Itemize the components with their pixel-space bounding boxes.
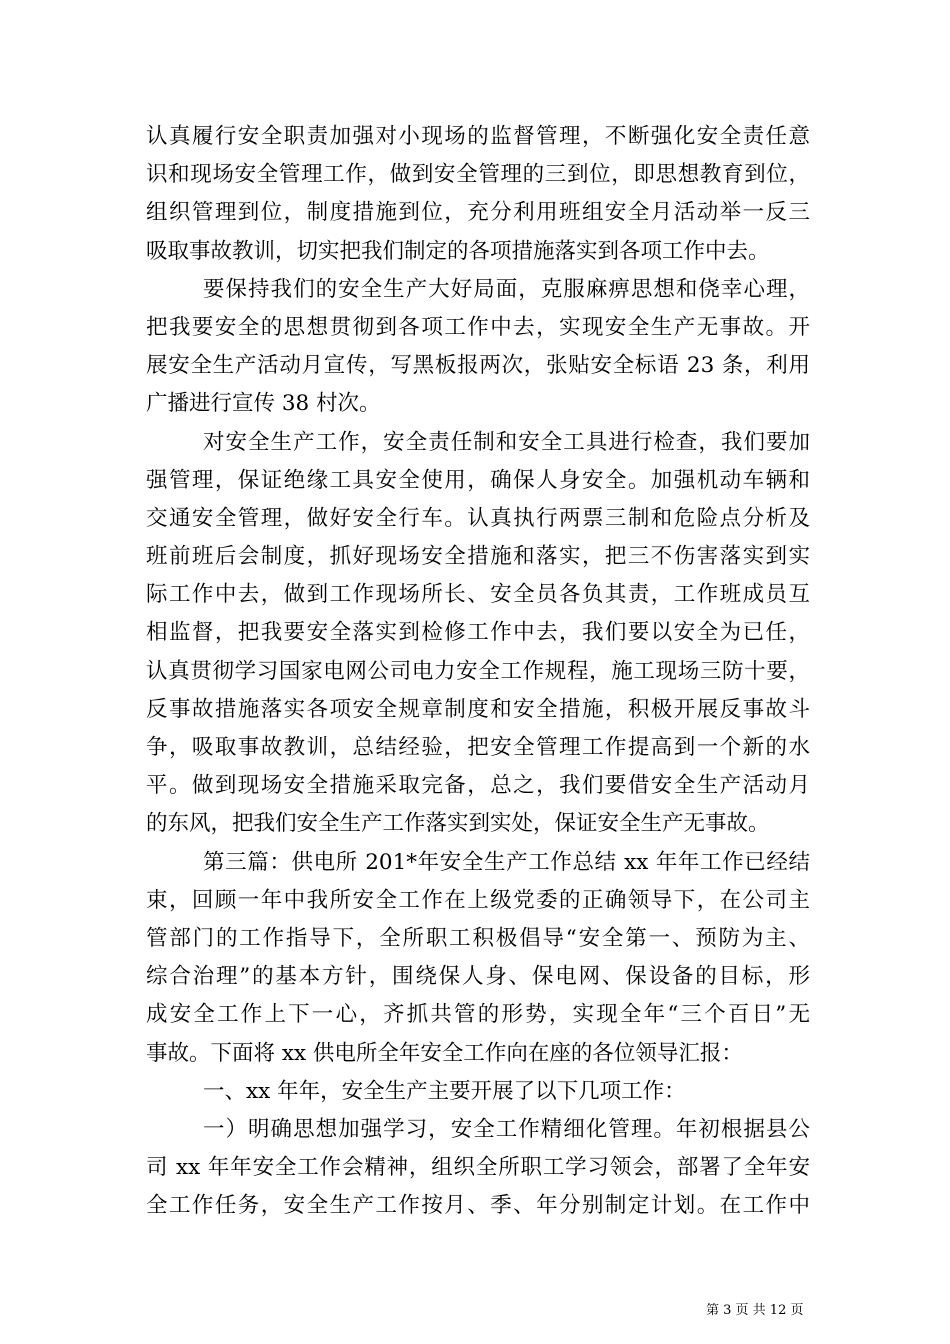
text-line: 认真贯彻学习国家电网公司电力安全工作规程，施工现场三防十要， xyxy=(146,658,810,684)
text-line: 平。做到现场安全措施采取完备，总之，我们要借安全生产活动月 xyxy=(146,773,810,799)
text-line: 一）明确思想加强学习，安全工作精细化管理。年初根据县公 xyxy=(203,1116,810,1142)
text-line: 综合治理”的基本方针，围绕保人身、保电网、保设备的目标，形 xyxy=(146,964,810,990)
text-line: 管部门的工作指导下，全所职工积极倡导“安全第一、预防为主、 xyxy=(146,925,810,951)
text-line: 吸取事故教训，切实把我们制定的各项措施落实到各项工作中去。 xyxy=(146,238,770,264)
text-line: 展安全生产活动月宣传，写黑板报两次，张贴安全标语 23 条，利用 xyxy=(146,353,810,379)
text-line: 全工作任务，安全生产工作按月、季、年分别制定计划。在工作中 xyxy=(146,1193,810,1219)
text-line: 成安全工作上下一心，齐抓共管的形势，实现全年“三个百日”无 xyxy=(146,1002,810,1028)
text-line: 的东风，把我们安全生产工作落实到实处，保证安全生产无事故。 xyxy=(146,811,770,837)
text-line: 一、xx 年年，安全生产主要开展了以下几项工作： xyxy=(203,1078,686,1104)
text-line: 广播进行宣传 38 村次。 xyxy=(146,391,381,417)
page-footer: 第 3 页 共 12 页 xyxy=(706,1303,804,1318)
text-line: 反事故措施落实各项安全规章制度和安全措施，积极开展反事故斗 xyxy=(146,696,810,722)
text-line: 把我要安全的思想贯彻到各项工作中去，实现安全生产无事故。开 xyxy=(146,314,810,340)
text-line: 司 xx 年年安全工作会精神，组织全所职工学习领会，部署了全年安 xyxy=(146,1155,810,1181)
text-line: 要保持我们的安全生产大好局面，克服麻痹思想和侥幸心理， xyxy=(203,276,810,302)
text-line: 第三篇：供电所 201*年安全生产工作总结 xx 年年工作已经结 xyxy=(203,849,810,875)
text-line: 束，回顾一年中我所安全工作在上级党委的正确领导下，在公司主 xyxy=(146,887,810,913)
document-body xyxy=(146,118,810,1225)
text-line: 强管理，保证绝缘工具安全使用，确保人身安全。加强机动车辆和 xyxy=(146,467,810,493)
text-line: 事故。下面将 xx 供电所全年安全工作向在座的各位领导汇报： xyxy=(146,1040,743,1066)
text-line: 际工作中去，做到工作现场所长、安全员各负其责，工作班成员互 xyxy=(146,582,810,608)
text-line: 认真履行安全职责加强对小现场的监督管理，不断强化安全责任意 xyxy=(146,124,810,149)
text-line: 班前班后会制度，抓好现场安全措施和落实，把三不伤害落实到实 xyxy=(146,544,810,570)
text-line: 交通安全管理，做好安全行车。认真执行两票三制和危险点分析及 xyxy=(146,505,810,531)
text-line: 识和现场安全管理工作，做到安全管理的三到位，即思想教育到位， xyxy=(146,162,810,188)
text-line: 争，吸取事故教训，总结经验，把安全管理工作提高到一个新的水 xyxy=(146,735,810,760)
text-line: 相监督，把我要安全落实到检修工作中去，我们要以安全为已任， xyxy=(146,620,810,646)
text-line: 组织管理到位，制度措施到位，充分利用班组安全月活动举一反三 xyxy=(146,200,810,226)
text-line: 对安全生产工作，安全责任制和安全工具进行检查，我们要加 xyxy=(203,429,810,455)
